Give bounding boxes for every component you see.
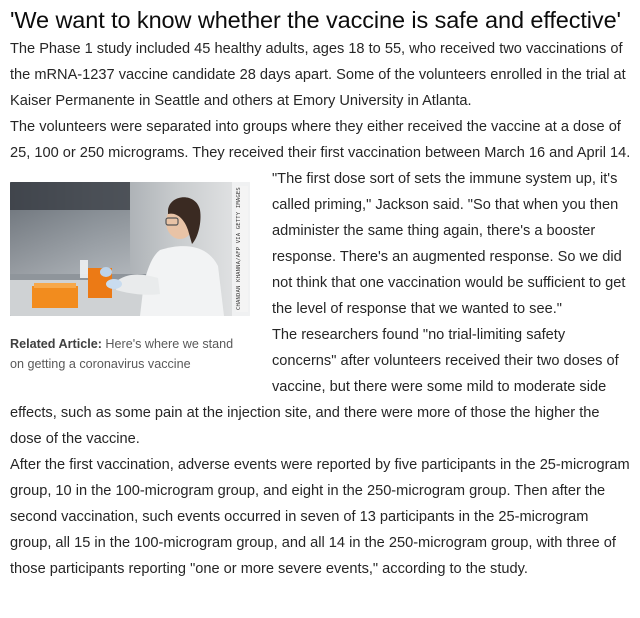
section-headline: 'We want to know whether the vaccine is safe and effective' [10,7,621,33]
paragraph-safety-findings: The researchers found "no trial-limiting safety concerns" after volunteers received their two doses of vaccine, but there were some mild to moderate side effects, such as some pain at the injection site, and there were more of those the higher the dose of the vaccine. [10,327,619,447]
paragraph-adverse-events: After the first vaccination, adverse events were reported by five participants in the 25-microgram group, 10 in the 100-microgram group, and eight in the 250-microgram group. Then after the second vaccination, such events occurred in seven of 13 participants in the 25-microgram group, all 15 in the 100-microgram group, and all 14 in the 250-microgram group, with three of those participants reporting "one or more severe events," according to the study. [10,457,630,577]
photo-credit: CHANDAN KHANNA/AFP VIA GETTY IMAGES [236,186,248,312]
paragraph-jackson-quote: "The first dose sort of sets the immune system up, it's called priming," Jackson said. "So that when you then administer the same thing again, there's a booster response. There's an augmented response. So we did not think that one vaccination would be sufficient to get the level of response that we wanted to see." [272,171,626,317]
article-body [10,0,632,582]
lab-researcher-photo[interactable] [10,182,250,316]
related-article-label: Related Article: [10,337,102,351]
paragraph-dose-groups: The volunteers were separated into groups where they either received the vaccine at a dose of 25, 100 or 250 micrograms. They received their first vaccination between March 16 and April 14. [10,119,631,161]
related-article-link[interactable]: Here's where we stand on getting a coronavirus vaccine [10,337,234,371]
lab-researcher-illustration [10,182,250,316]
paragraph-study-overview: The Phase 1 study included 45 healthy adults, ages 18 to 55, who received two vaccinations of the mRNA-1237 vaccine candidate 28 days apart. Some of the volunteers enrolled in the trial at Kaiser Permanente in Seattle and others at Emory University in Atlanta. [10,41,626,109]
related-article-caption[interactable] [10,334,250,374]
related-article-card[interactable] [10,182,250,374]
